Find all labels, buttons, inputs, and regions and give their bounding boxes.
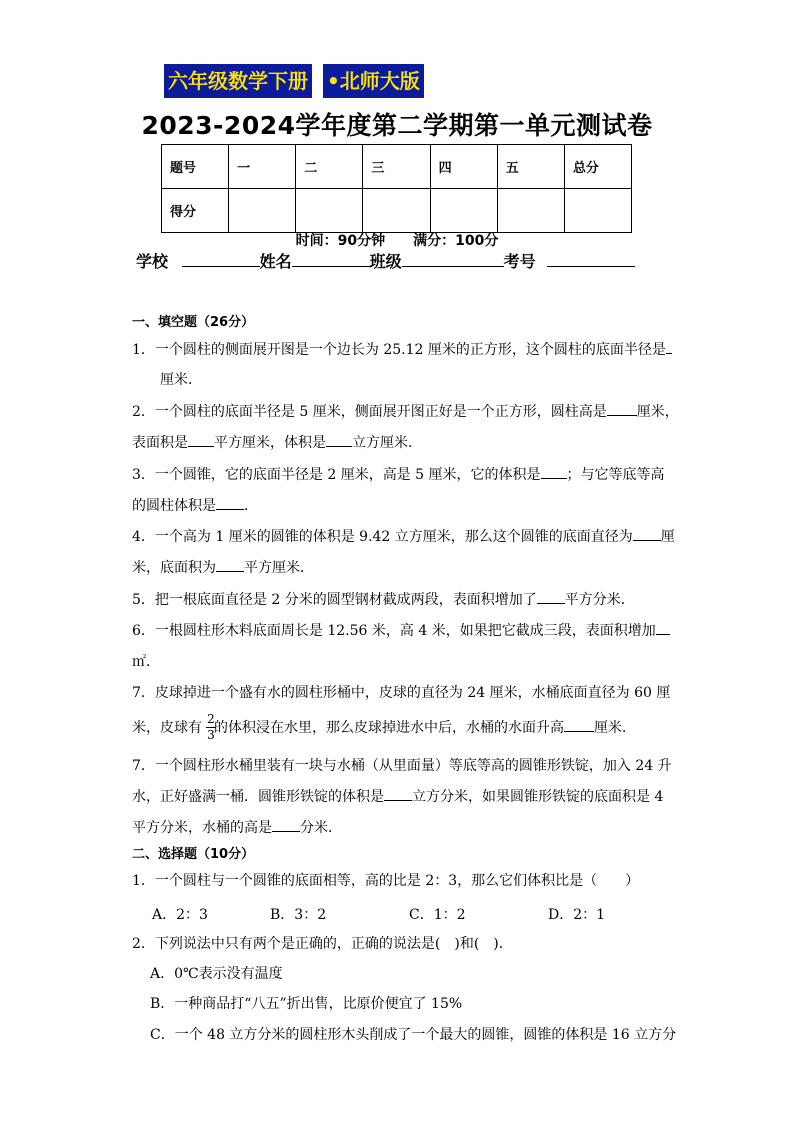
score-table-row	[162, 189, 632, 233]
question-line: 米，底面积为 平方厘米．	[132, 560, 314, 576]
score-input-cell[interactable]	[296, 189, 363, 233]
option-a[interactable]: A．2：3	[152, 907, 208, 923]
score-cell: 一	[229, 145, 296, 189]
student-info-line	[136, 249, 635, 272]
class-blank[interactable]	[402, 252, 504, 267]
exam-title: 2023-2024学年度第二学期第一单元测试卷	[141, 111, 653, 140]
score-table-row	[162, 145, 632, 189]
question-line: 厘米．	[160, 372, 202, 388]
fraction-denominator: 3	[207, 728, 215, 742]
question-line: 水，正好盛满一桶．圆锥形铁锭的体积是 立方分米，如果圆锥形铁锭的底面积是 4	[132, 789, 664, 805]
school-blank[interactable]	[182, 252, 260, 267]
answer-blank[interactable]	[633, 528, 661, 541]
score-cell: 得分	[162, 189, 229, 233]
name-blank[interactable]	[292, 252, 370, 267]
number-blank[interactable]	[547, 252, 635, 267]
option-d[interactable]: D．2：1	[548, 907, 606, 923]
score-cell: 五	[497, 145, 564, 189]
score-input-cell[interactable]	[497, 189, 564, 233]
option-c[interactable]: C．1：2	[409, 907, 466, 923]
section-heading: 二、选择题（10分）	[132, 847, 255, 862]
score-cell: 二	[296, 145, 363, 189]
school-label: 学校	[136, 252, 169, 271]
question-line: 3．一个圆锥，它的底面半径是 2 厘米，高是 5 厘米，它的体积是 ；与它等底等高	[132, 467, 665, 483]
answer-blank[interactable]	[656, 622, 670, 635]
question-line: 米，皮球有 的体积浸在水里，那么皮球掉进水中后，水桶的水面升高 厘米．	[132, 720, 636, 736]
question-line: 1．一个圆柱与一个圆锥的底面相等，高的比是 2：3，那么它们体积比是（ ）	[132, 873, 640, 889]
question-line: 1．一个圆柱的侧面展开图是一个边长为 25.12 厘米的正方形，这个圆柱的底面半径是	[132, 341, 672, 359]
answer-blank[interactable]	[384, 788, 412, 801]
question-line: 4．一个高为 1 厘米的圆锥的体积是 9.42 立方厘米，那么这个圆锥的底面直径为 厘	[132, 529, 675, 545]
option-a[interactable]: A．0℃表示没有温度	[150, 966, 283, 982]
answer-blank[interactable]	[216, 559, 244, 572]
question-line: 7．一个圆柱形水桶里装有一块与水桶（从里面量）等底等高的圆锥形铁锭，加入 24 升	[132, 758, 672, 774]
answer-blank[interactable]	[541, 466, 567, 479]
answer-blank[interactable]	[326, 434, 352, 447]
grade-badge: 六年级数学下册	[164, 64, 312, 98]
answer-blank[interactable]	[564, 719, 594, 732]
fraction-numerator: 2	[207, 712, 215, 726]
number-label: 考号	[503, 252, 536, 271]
question-line: ㎡．	[132, 654, 160, 670]
question-line: 5．把一根底面直径是 2 分米的圆型钢材截成两段，表面积增加了 平方分米．	[132, 592, 635, 608]
score-table	[161, 144, 632, 233]
score-cell: 总分	[564, 145, 631, 189]
option-c[interactable]: C．一个 48 立方分米的圆柱形木头削成了一个最大的圆锥，圆锥的体积是 16 立方分	[150, 1027, 677, 1043]
score-input-cell[interactable]	[564, 189, 631, 233]
answer-blank[interactable]	[216, 497, 244, 510]
option-b[interactable]: B．一种商品打“八五”折出售，比原价便宜了 15%	[150, 996, 463, 1012]
answer-blank[interactable]	[537, 591, 565, 604]
score-cell: 四	[430, 145, 497, 189]
time-score-info: 时间：90分钟 满分：100分	[295, 233, 499, 249]
edition-badge: •北师大版	[323, 64, 424, 98]
section-heading: 一、填空题（26分）	[132, 315, 255, 330]
score-cell: 三	[363, 145, 430, 189]
class-label: 班级	[369, 252, 402, 271]
question-line: 表面积是 平方厘米，体积是 立方厘米．	[132, 435, 422, 451]
fraction-two-thirds	[206, 713, 216, 742]
question-line: 2．下列说法中只有两个是正确的，正确的说法是( )和( )．	[132, 936, 513, 952]
question-line: 平方分米，水桶的高是 分米．	[132, 820, 342, 836]
answer-blank[interactable]	[666, 341, 672, 354]
score-input-cell[interactable]	[363, 189, 430, 233]
answer-blank[interactable]	[188, 434, 214, 447]
question-line: 2．一个圆柱的底面半径是 5 厘米，侧面展开图正好是一个正方形，圆柱高是 厘米，	[132, 404, 679, 420]
score-input-cell[interactable]	[430, 189, 497, 233]
question-line: 的圆柱体积是 ．	[132, 498, 258, 514]
question-line: 7．皮球掉进一个盛有水的圆柱形桶中，皮球的直径为 24 厘米，水桶底面直径为 60 厘	[132, 685, 671, 701]
score-input-cell[interactable]	[229, 189, 296, 233]
name-label: 姓名	[259, 252, 292, 271]
answer-blank[interactable]	[607, 403, 637, 416]
answer-blank[interactable]	[272, 819, 300, 832]
question-line: 6．一根圆柱形木料底面周长是 12.56 米，高 4 米，如果把它截成三段，表面积增加	[132, 622, 670, 640]
score-cell: 题号	[162, 145, 229, 189]
option-b[interactable]: B．3：2	[270, 907, 327, 923]
